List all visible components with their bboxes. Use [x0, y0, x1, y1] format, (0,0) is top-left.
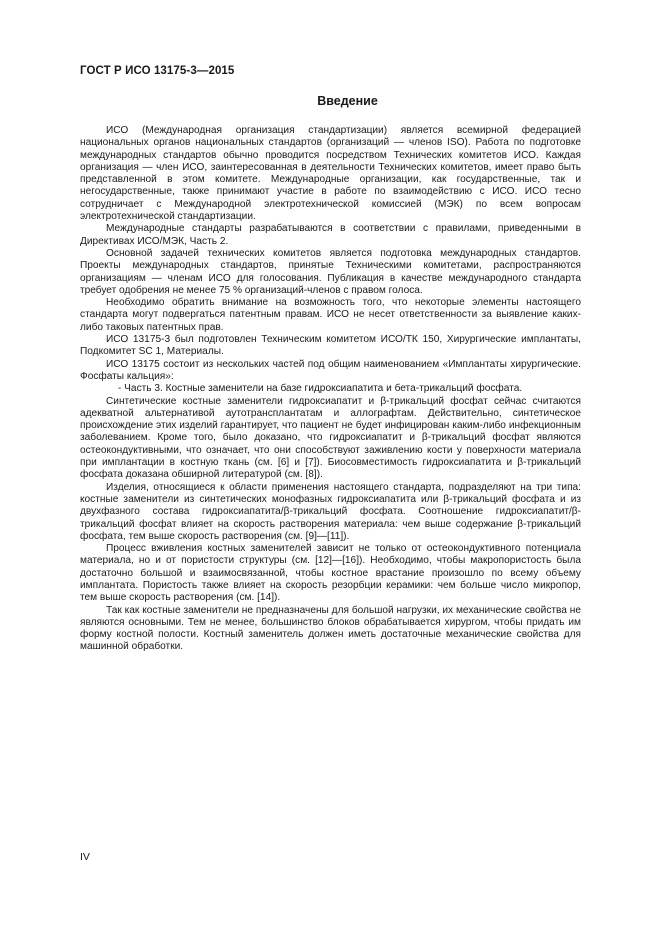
page-number: IV [80, 851, 90, 863]
section-title [0, 94, 661, 108]
paragraph: ИСО 13175-3 был подготовлен Техническим комитетом ИСО/ТК 150, Хирургические имплантаты, Подкомитет SC 1, Материалы. [80, 334, 581, 358]
document-body [80, 125, 581, 654]
paragraph: Необходимо обратить внимание на возможность того, что некоторые элементы настоящего стандарта могут подвергаться патентным правам. ИСО не несет ответственности за выявление каких-либо таковых патентных прав. [80, 297, 581, 333]
paragraph: Процесс вживления костных заменителей зависит не только от остеокондуктивного потенциала материала, но и от пористости структуры (см. [12]—[16]). Необходимо, чтобы макропористость была достаточно большой и взаимосвязанной, чтобы костное врастание произошло по всему объему имплантата. Пористость также влияет на скорость резорбции керамики: чем больше число микропор, тем выше скорость растворения (см. [14]). [80, 543, 581, 604]
document-header: ГОСТ Р ИСО 13175-3—2015 [80, 65, 235, 77]
paragraph: Так как костные заменители не предназначены для большой нагрузки, их механические свойства не являются основными. Тем не менее, большинство блоков обрабатывается хирургом, чтобы придать им форму костной полости. Костный заменитель должен иметь достаточные механические свойства для машинной обработки. [80, 604, 581, 653]
paragraph: Основной задачей технических комитетов является подготовка международных стандартов. Проекты международных стандартов, принятые Техническими комитетами, распространяются организациям — членам ИСО для голосования. Публикация в качестве международного стандарта требует одобрения не менее 75 % организаций-членов с правом голоса. [80, 247, 581, 296]
paragraph: Изделия, относящиеся к области применения настоящего стандарта, подразделяют на три типа: костные заменители из синтетических монофазных гидроксиапатита или β-трикальций фосфата и из двухфазного состава гидроксиапатита/β-трикальций фосфата. Соотношение гидроксиапатит/β-трикальций фосфат влияет на скорость растворения материала: чем выше содержание β-трикальций фосфата, тем выше скорость растворения (см. [9]—[11]). [80, 481, 581, 542]
section-title-text: Введение [317, 94, 378, 108]
list-item: - Часть 3. Костные заменители на базе гидроксиапатита и бета-трикальций фосфата. [118, 383, 523, 395]
paragraph: Международные стандарты разрабатываются в соответствии с правилами, приведенными в Директивах ИСО/МЭК, Часть 2. [80, 223, 581, 247]
paragraph: ИСО 13175 состоит из нескольких частей под общим наименованием «Имплантаты хирургические. Фосфаты кальция»: [80, 358, 581, 382]
paragraph: ИСО (Международная организация стандартизации) является всемирной федерацией национальных органов национальных стандартов (организаций — членов ISO). Работа по подготовке международных стандартов обычно проводится посредством Технических комитетов ИСО. Каждая организация — член ИСО, заинтересованная в деятельности Технических комитетов, имеет право быть представленной в этом комитете. Международные организации, как государственные, так и негосударственные, также принимают участие в работе по взаимодействию с ИСО. ИСО тесно сотрудничает с Международной электротехнической комиссией (МЭК) по всем вопросам электротехнической стандартизации. [80, 125, 581, 223]
paragraph: Синтетические костные заменители гидроксиапатит и β-трикальций фосфат сейчас считаются адекватной альтернативой аутотрансплантатам и аллографтам. Действительно, синтетическое происхождение этих изделий гарантирует, что пациент не будет инфицирован каким-либо инфекционным заболеванием. Кроме того, было доказано, что гидроксиапатит и β-трикальций фосфат являются остеокондуктивными, что означает, что они способствуют заживлению кости у поверхности материала при имплантации в костную ткань (см. [6] и [7]). Биосовместимость гидроксиапатита и β-трикальций фосфата доказана обширной литературой (см. [8]). [80, 395, 581, 481]
